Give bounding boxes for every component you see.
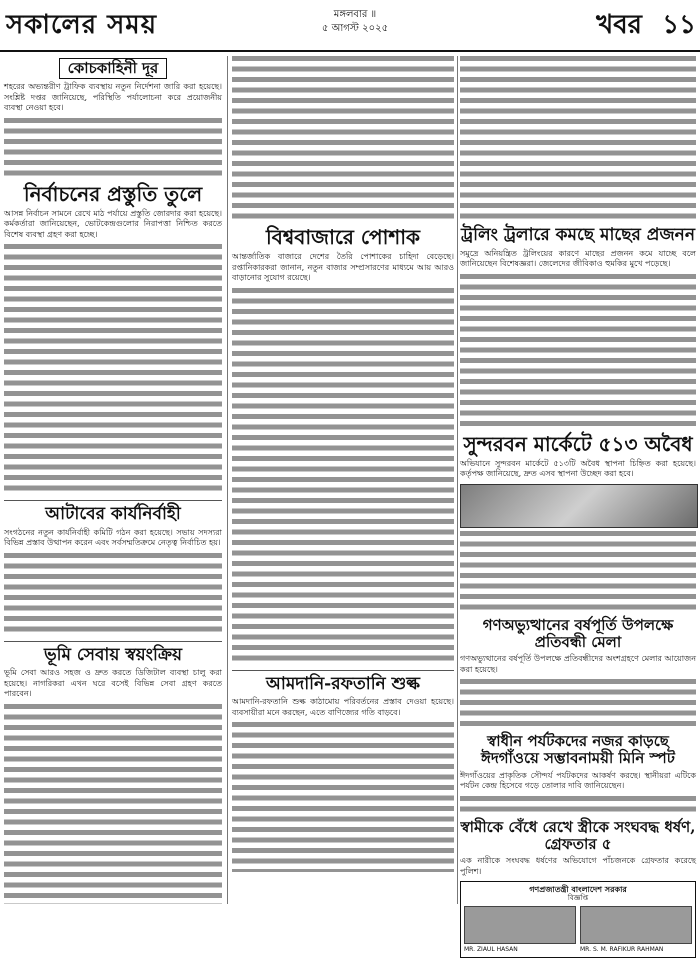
headline: গণঅভ্যুত্থানের বর্ষপূর্তি উপলক্ষে প্রতিবন্ধী মেলা xyxy=(482,615,674,651)
article-lead: এক নারীকে সংঘবদ্ধ ধর্ষণের অভিযোগে পাঁচজনকে গ্রেফতার করেছে পুলিশ। xyxy=(460,856,696,876)
article-body xyxy=(232,56,454,224)
headline: সুন্দরবন মার্কেটে ৫১৩ অবৈধ xyxy=(463,431,693,456)
issue-date: ৫ আগস্ট ২০২৫ xyxy=(321,23,389,34)
news-photo xyxy=(460,484,698,528)
article-body xyxy=(4,704,222,904)
ad-title: গণপ্রজাতন্ত্রী বাংলাদেশ সরকার xyxy=(529,885,627,895)
article-lead: গণঅভ্যুত্থানের বর্ষপূর্তি উপলক্ষে প্রতিবন্ধীদের অংশগ্রহণে মেলার আয়োজন করা হয়েছে। xyxy=(460,654,696,674)
article-lead: আমদানি-রফতানি শুল্ক কাঠামোয় পরিবর্তনের প্রস্তাব দেওয়া হয়েছে। ব্যবসায়ীরা মনে করছেন, এতে বাণিজ্যের গতি বাড়বে। xyxy=(232,697,454,717)
article-body xyxy=(4,118,222,181)
article-lead: সংগঠনের নতুন কার্যনির্বাহী কমিটি গঠন করা হয়েছে। সভায় সদস্যরা বিভিন্ন প্রস্তাব উত্থাপন করেন এবং সর্বসম্মতিক্রমে নেতৃত্ব নির্বাচিত হয়। xyxy=(4,527,222,548)
headline-text: কোচকাহিনী দূর xyxy=(59,58,168,79)
headline xyxy=(4,58,222,79)
ad-subtitle: বিজ্ঞপ্তি xyxy=(567,894,589,903)
newspaper-logo: সকালের সময় xyxy=(6,10,158,40)
article-lead: অভিযানে সুন্দরবন মার্কেটে ৫১৩টি অবৈধ স্থাপনা চিহ্নিত করা হয়েছে। কর্তৃপক্ষ জানিয়েছে, দ্রুত এসব স্থাপনা উচ্ছেদ করা হবে। xyxy=(460,458,696,479)
article-body xyxy=(4,553,222,637)
column-1 xyxy=(4,56,222,904)
section-title: খবর xyxy=(596,10,642,40)
article-lead: আসন্ন নির্বাচন সামনে রেখে মাঠ পর্যায়ে প্রস্তুতি জোরদার করা হয়েছে। কর্মকর্তারা জানিয়েছেন, ভোটকেন্দ্রগুলোর নিরাপত্তা নিশ্চিত করতে বিশেষ ব্যবস্থা গ্রহণ করা হচ্ছে। xyxy=(4,208,222,239)
headline: স্বামীকে বেঁধে রেখে স্ত্রীকে সংঘবদ্ধ ধর্ষণ, গ্রেফতার ৫ xyxy=(460,817,696,853)
article-lead: শহরের অভ্যন্তরীণ ট্রাফিক ব্যবস্থায় নতুন নির্দেশনা জারি করা হয়েছে। সংশ্লিষ্ট দপ্তর জানিয়েছে, পরিস্থিতি পর্যালোচনা করে প্রয়োজনীয় ব্যবস্থা নেওয়া হবে। xyxy=(4,82,222,113)
column-divider xyxy=(227,56,228,904)
ad-name: MR. S. M. RAFIKUR RAHMAN xyxy=(580,946,664,954)
headline: আটাবের কার্যনির্বাহী xyxy=(45,504,181,525)
article-body xyxy=(460,531,696,615)
notice-advertisement xyxy=(460,881,696,958)
article-lead: সমুদ্রে অনিয়ন্ত্রিত ট্রলিংয়ের কারণে মাছের প্রজনন কমে যাচ্ছে বলে জানিয়েছেন বিশেষজ্ঞরা। জেলেদের জীবিকাও হুমকির মুখে পড়েছে। xyxy=(460,248,696,269)
divider xyxy=(4,641,222,642)
divider xyxy=(4,500,222,501)
article-body xyxy=(232,288,454,666)
ad-name: MR. ZIAUL HASAN xyxy=(464,946,518,954)
column-divider xyxy=(457,56,458,904)
headline: ভূমি সেবায় স্বয়ংক্রিয় xyxy=(43,644,183,665)
headline: ট্রলিং ট্রলারে কমছে মাছের প্রজনন xyxy=(461,225,695,245)
headline: আমদানি-রফতানি শুল্ক xyxy=(266,673,420,694)
headline: বিশ্ববাজারে পোশাক xyxy=(265,225,420,249)
column-2 xyxy=(232,56,454,904)
headline: স্বাধীন পর্যটকদের নজর কাড়ছে ঈদগাঁওয়ে সম্ভাবনাময়ী মিনি স্পট xyxy=(481,732,675,768)
article-lead: ঈদগাঁওয়ের প্রাকৃতিক সৌন্দর্য পর্যটকদের আকর্ষণ করছে। স্থানীয়রা এটিকে পর্যটন কেন্দ্র হিসেবে গড়ে তোলার দাবি জানিয়েছেন। xyxy=(460,770,696,791)
ad-photos xyxy=(464,906,692,944)
article-body xyxy=(232,722,454,872)
article-body xyxy=(460,796,696,817)
weekday: মঙ্গলবার ॥ xyxy=(333,9,377,20)
divider xyxy=(232,670,454,671)
article-body xyxy=(460,56,696,224)
column-3 xyxy=(460,56,696,954)
masthead xyxy=(0,0,700,52)
article-body xyxy=(4,244,222,496)
person-photo xyxy=(580,906,692,944)
page-number: ১১ xyxy=(662,10,696,40)
article-body xyxy=(460,274,696,431)
article-body xyxy=(460,679,696,731)
ad-names xyxy=(464,946,692,954)
headline: নির্বাচনের প্রস্তুতি তুলে xyxy=(23,181,203,206)
article-lead: ভূমি সেবা আরও সহজ ও দ্রুত করতে ডিজিটাল ব্যবস্থা চালু করা হয়েছে। নাগরিকরা এখন ঘরে বসেই বিভিন্ন সেবা গ্রহণ করতে পারবেন। xyxy=(4,668,222,699)
article-lead: আন্তর্জাতিক বাজারে দেশের তৈরি পোশাকের চাহিদা বেড়েছে। রপ্তানিকারকরা জানান, নতুন বাজার সম্প্রসারণের মাধ্যমে আয় আরও বাড়ানোর সুযোগ রয়েছে। xyxy=(232,252,454,282)
date-block xyxy=(300,8,410,36)
person-photo xyxy=(464,906,576,944)
